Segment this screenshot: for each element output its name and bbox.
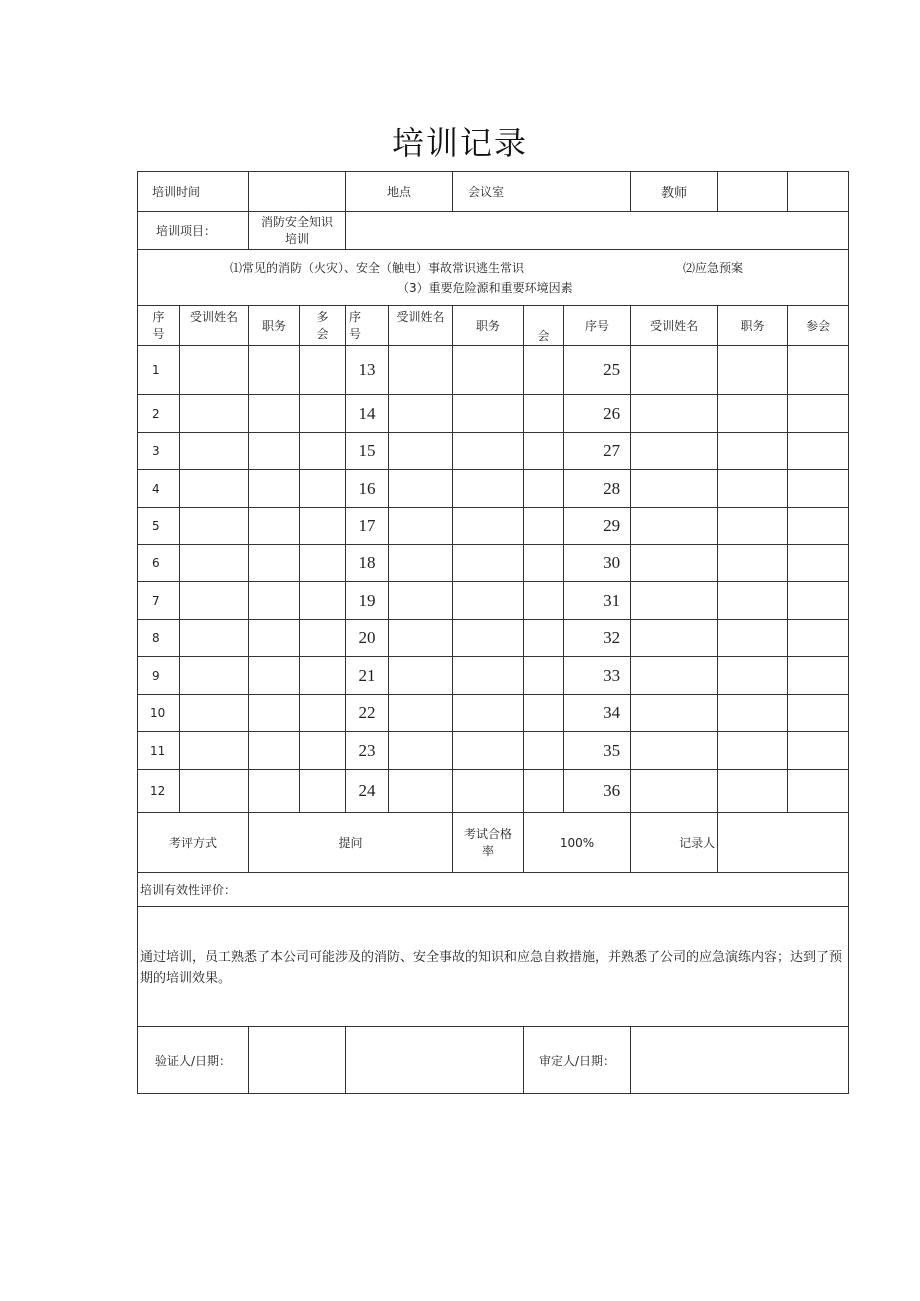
name-b-field[interactable]	[389, 470, 453, 508]
seq-b: 24	[346, 770, 389, 813]
approver-label: 审定人/日期：	[524, 1027, 631, 1094]
seq-a: 6	[138, 545, 180, 582]
seq-b: 22	[346, 695, 389, 732]
name-a-field[interactable]	[180, 695, 249, 732]
name-b-field[interactable]	[389, 770, 453, 813]
role-b-field[interactable]	[453, 433, 524, 470]
name-c-field[interactable]	[631, 582, 718, 620]
content-line2: （3）重要危险源和重要环境因素	[397, 280, 573, 295]
name-a-field[interactable]	[180, 657, 249, 695]
seq-b: 16	[346, 470, 389, 508]
seq-c: 27	[564, 433, 631, 470]
attend-b-field[interactable]	[524, 620, 564, 657]
role-a-field[interactable]	[249, 695, 300, 732]
name-b-field[interactable]	[389, 433, 453, 470]
attend-b-field[interactable]	[524, 508, 564, 545]
col-attend-a-top: 多	[316, 309, 329, 324]
attend-b-field[interactable]	[524, 433, 564, 470]
attend-a-field[interactable]	[300, 770, 346, 813]
teacher-extra-field[interactable]	[788, 172, 849, 212]
name-b-field[interactable]	[389, 346, 453, 395]
col-seq-a	[138, 306, 180, 346]
time-field[interactable]	[249, 172, 346, 212]
col-attend-c: 参会	[788, 306, 849, 346]
attend-a-field[interactable]	[300, 732, 346, 770]
name-c-field[interactable]	[631, 657, 718, 695]
project-label: 培训项目：	[138, 212, 249, 250]
attend-b-field[interactable]	[524, 582, 564, 620]
role-b-field[interactable]	[453, 657, 524, 695]
place-value: 会议室	[453, 172, 631, 212]
seq-a: 10	[138, 695, 180, 732]
attend-a-field[interactable]	[300, 582, 346, 620]
seq-a: 2	[138, 395, 180, 433]
pass-label	[453, 813, 524, 873]
name-a-field[interactable]	[180, 545, 249, 582]
role-b-field[interactable]	[453, 395, 524, 433]
attend-c-field[interactable]	[788, 545, 849, 582]
role-b-field[interactable]	[453, 545, 524, 582]
seq-b: 14	[346, 395, 389, 433]
project-extra-field	[346, 212, 849, 250]
attend-c-field[interactable]	[788, 657, 849, 695]
effectiveness-text-row	[138, 907, 849, 1027]
method-label: 考评方式	[138, 813, 249, 873]
role-a-field[interactable]	[249, 732, 300, 770]
attend-b-field[interactable]	[524, 657, 564, 695]
seq-a: 3	[138, 433, 180, 470]
verifier-date-field[interactable]	[249, 1027, 346, 1094]
name-c-field[interactable]	[631, 470, 718, 508]
seq-a: 8	[138, 620, 180, 657]
seq-c: 29	[564, 508, 631, 545]
role-a-field[interactable]	[249, 545, 300, 582]
name-b-field[interactable]	[389, 620, 453, 657]
name-b-field[interactable]	[389, 508, 453, 545]
role-b-field[interactable]	[453, 620, 524, 657]
role-a-field[interactable]	[249, 346, 300, 395]
name-c-field[interactable]	[631, 346, 718, 395]
role-a-field[interactable]	[249, 395, 300, 433]
effectiveness-text: 通过培训，员工熟悉了本公司可能涉及的消防、安全事故的知识和应急自救措施，并熟悉了公司的应急演练内容；达到了预期的培训效果。	[138, 907, 849, 1027]
header-row	[138, 172, 849, 212]
attend-c-field[interactable]	[788, 620, 849, 657]
role-c-field[interactable]	[718, 620, 788, 657]
role-b-field[interactable]	[453, 732, 524, 770]
name-c-field[interactable]	[631, 695, 718, 732]
project-value-line2: 培训	[285, 231, 310, 246]
seq-c: 26	[564, 395, 631, 433]
attend-a-field[interactable]	[300, 508, 346, 545]
project-value	[249, 212, 346, 250]
role-b-field[interactable]	[453, 470, 524, 508]
project-row	[138, 212, 849, 250]
attend-b-field[interactable]	[524, 395, 564, 433]
role-a-field[interactable]	[249, 508, 300, 545]
signoff-row	[138, 1027, 849, 1094]
effectiveness-label: 培训有效性评价：	[138, 873, 849, 907]
attend-c-field[interactable]	[788, 582, 849, 620]
seq-b: 13	[346, 346, 389, 395]
table-row	[138, 657, 849, 695]
name-b-field[interactable]	[389, 695, 453, 732]
seq-b: 20	[346, 620, 389, 657]
attend-c-field[interactable]	[788, 695, 849, 732]
col-attend-a-bottom: 会	[316, 326, 329, 341]
seq-b: 23	[346, 732, 389, 770]
table-row	[138, 508, 849, 545]
role-b-field[interactable]	[453, 346, 524, 395]
name-a-field[interactable]	[180, 582, 249, 620]
name-c-field[interactable]	[631, 508, 718, 545]
attend-c-field[interactable]	[788, 346, 849, 395]
attend-a-field[interactable]	[300, 395, 346, 433]
role-a-field[interactable]	[249, 620, 300, 657]
role-a-field[interactable]	[249, 433, 300, 470]
name-c-field[interactable]	[631, 545, 718, 582]
verifier-value-field[interactable]	[346, 1027, 524, 1094]
name-c-field[interactable]	[631, 433, 718, 470]
role-b-field[interactable]	[453, 770, 524, 813]
attend-a-field[interactable]	[300, 695, 346, 732]
training-record-table	[137, 171, 849, 1094]
attend-c-field[interactable]	[788, 433, 849, 470]
name-b-field[interactable]	[389, 657, 453, 695]
attend-b-field[interactable]	[524, 770, 564, 813]
table-row	[138, 582, 849, 620]
name-c-field[interactable]	[631, 395, 718, 433]
attend-b-field[interactable]	[524, 695, 564, 732]
teacher-field[interactable]	[718, 172, 788, 212]
seq-c: 32	[564, 620, 631, 657]
role-c-field[interactable]	[718, 346, 788, 395]
col-seq-b-top: 序	[349, 309, 362, 324]
attend-a-field[interactable]	[300, 657, 346, 695]
attend-c-field[interactable]	[788, 395, 849, 433]
role-c-field[interactable]	[718, 770, 788, 813]
col-attend-b: 会	[524, 306, 564, 346]
name-a-field[interactable]	[180, 433, 249, 470]
attend-a-field[interactable]	[300, 346, 346, 395]
col-name-a: 受训姓名	[180, 306, 249, 346]
attend-a-field[interactable]	[300, 433, 346, 470]
attend-a-field[interactable]	[300, 545, 346, 582]
name-a-field[interactable]	[180, 620, 249, 657]
page-title: 培训记录	[391, 124, 528, 162]
name-a-field[interactable]	[180, 395, 249, 433]
col-seq-b-bottom: 号	[349, 326, 362, 341]
content-line1: ⑴常见的消防（火灾）、安全（触电）事故常识逃生常识	[230, 260, 525, 275]
col-role-b: 职务	[453, 306, 524, 346]
role-a-field[interactable]	[249, 582, 300, 620]
name-b-field[interactable]	[389, 582, 453, 620]
col-seq-a-top: 序	[152, 309, 165, 324]
attend-c-field[interactable]	[788, 470, 849, 508]
verifier-label: 验证人/日期：	[138, 1027, 249, 1094]
name-c-field[interactable]	[631, 770, 718, 813]
col-seq-c: 序号	[564, 306, 631, 346]
table-row	[138, 433, 849, 470]
effectiveness-label-row	[138, 873, 849, 907]
role-c-field[interactable]	[718, 395, 788, 433]
table-row	[138, 695, 849, 732]
attend-a-field[interactable]	[300, 470, 346, 508]
attend-c-field[interactable]	[788, 770, 849, 813]
seq-b: 19	[346, 582, 389, 620]
seq-c: 30	[564, 545, 631, 582]
attend-b-field[interactable]	[524, 470, 564, 508]
name-b-field[interactable]	[389, 395, 453, 433]
seq-a: 11	[138, 732, 180, 770]
table-row	[138, 732, 849, 770]
attend-a-field[interactable]	[300, 620, 346, 657]
col-role-c: 职务	[718, 306, 788, 346]
table-row	[138, 770, 849, 813]
role-c-field[interactable]	[718, 732, 788, 770]
seq-a: 7	[138, 582, 180, 620]
seq-a: 9	[138, 657, 180, 695]
table-row	[138, 346, 849, 395]
role-c-field[interactable]	[718, 545, 788, 582]
pass-label-line2: 率	[482, 843, 495, 858]
seq-a: 1	[138, 346, 180, 395]
role-b-field[interactable]	[453, 695, 524, 732]
seq-a: 12	[138, 770, 180, 813]
teacher-label: 教师	[631, 172, 718, 212]
seq-c: 33	[564, 657, 631, 695]
seq-b: 15	[346, 433, 389, 470]
col-name-b: 受训姓名	[389, 306, 453, 346]
name-a-field[interactable]	[180, 732, 249, 770]
role-a-field[interactable]	[249, 657, 300, 695]
role-b-field[interactable]	[453, 508, 524, 545]
time-label: 培训时间	[138, 172, 249, 212]
name-a-field[interactable]	[180, 346, 249, 395]
table-row	[138, 395, 849, 433]
attend-c-field[interactable]	[788, 508, 849, 545]
role-c-field[interactable]	[718, 695, 788, 732]
role-c-field[interactable]	[718, 433, 788, 470]
seq-c: 35	[564, 732, 631, 770]
role-c-field[interactable]	[718, 657, 788, 695]
table-row	[138, 470, 849, 508]
table-row	[138, 545, 849, 582]
name-a-field[interactable]	[180, 770, 249, 813]
method-value: 提问	[249, 813, 453, 873]
content-row	[138, 250, 849, 306]
table-row	[138, 620, 849, 657]
role-c-field[interactable]	[718, 508, 788, 545]
seq-b: 18	[346, 545, 389, 582]
col-attend-a	[300, 306, 346, 346]
pass-value: 100%	[524, 813, 631, 873]
role-c-field[interactable]	[718, 470, 788, 508]
name-b-field[interactable]	[389, 732, 453, 770]
training-content	[138, 250, 849, 306]
recorder-field[interactable]	[718, 813, 849, 873]
col-seq-b	[346, 306, 389, 346]
seq-b: 21	[346, 657, 389, 695]
name-b-field[interactable]	[389, 545, 453, 582]
seq-c: 25	[564, 346, 631, 395]
content-line1-right: ⑵应急预案	[683, 260, 744, 275]
pass-label-line1: 考试合格	[464, 826, 513, 841]
assessment-row	[138, 813, 849, 873]
attend-b-field[interactable]	[524, 346, 564, 395]
role-c-field[interactable]	[718, 582, 788, 620]
attend-c-field[interactable]	[788, 732, 849, 770]
project-value-line1: 消防安全知识	[261, 214, 334, 229]
role-b-field[interactable]	[453, 582, 524, 620]
seq-c: 28	[564, 470, 631, 508]
column-header-row	[138, 306, 849, 346]
col-name-c: 受训姓名	[631, 306, 718, 346]
name-c-field[interactable]	[631, 620, 718, 657]
role-a-field[interactable]	[249, 470, 300, 508]
place-label: 地点	[346, 172, 453, 212]
seq-a: 4	[138, 470, 180, 508]
seq-c: 31	[564, 582, 631, 620]
attend-b-field[interactable]	[524, 545, 564, 582]
approver-field[interactable]	[631, 1027, 849, 1094]
recorder-label: 记录人	[631, 813, 718, 873]
attend-b-field[interactable]	[524, 732, 564, 770]
name-a-field[interactable]	[180, 470, 249, 508]
seq-c: 34	[564, 695, 631, 732]
seq-b: 17	[346, 508, 389, 545]
name-a-field[interactable]	[180, 508, 249, 545]
seq-c: 36	[564, 770, 631, 813]
col-seq-a-bottom: 号	[152, 326, 165, 341]
col-role-a: 职务	[249, 306, 300, 346]
role-a-field[interactable]	[249, 770, 300, 813]
seq-a: 5	[138, 508, 180, 545]
name-c-field[interactable]	[631, 732, 718, 770]
